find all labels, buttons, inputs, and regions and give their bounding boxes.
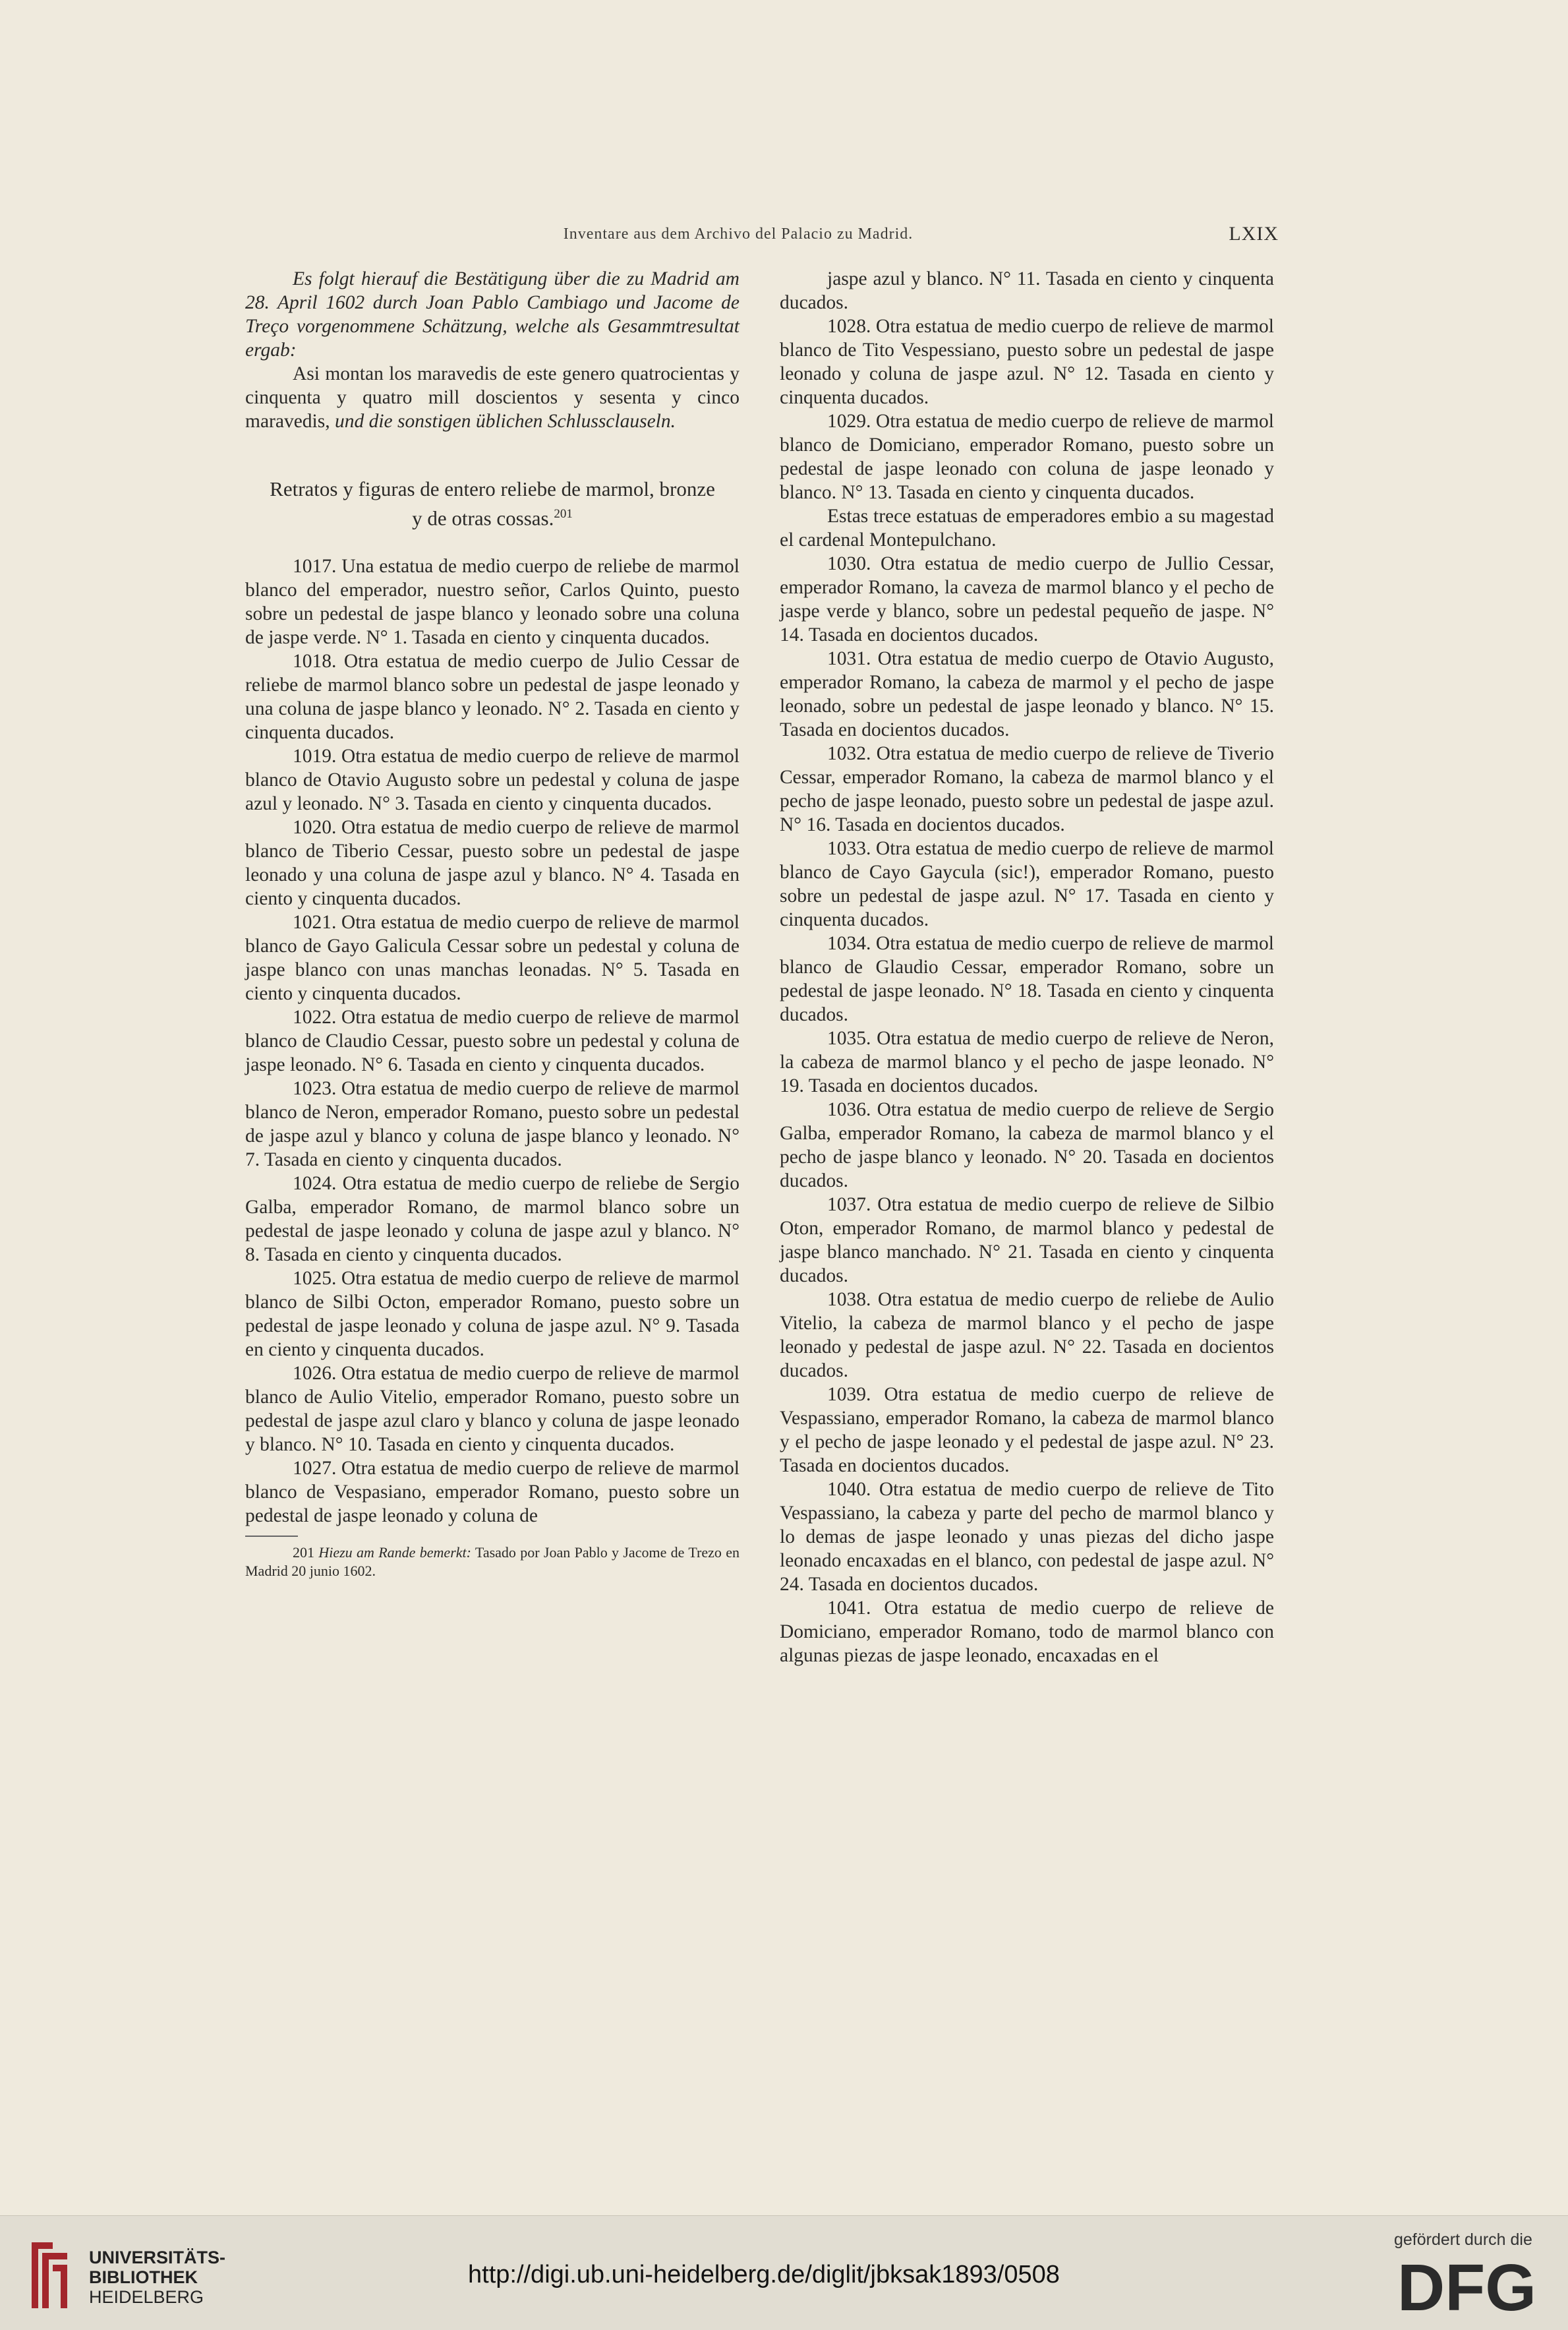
right-entry: Estas trece estatuas de emperadores embio a su magestad el cardenal Montepulchano. bbox=[780, 506, 1274, 551]
library-logo-icon bbox=[26, 2236, 73, 2314]
library-name bbox=[89, 2248, 225, 2307]
section-title-line1: Retratos y figuras de entero reliebe de marmol, bronze bbox=[270, 477, 715, 500]
section-title-line2: y de otras cossas. bbox=[412, 506, 554, 530]
footnote-italic: Hiezu am Rande bemerkt: bbox=[318, 1544, 471, 1561]
left-entry: 1026. Otra estatua de medio cuerpo de relieve de marmol blanco de Aulio Vitelio, emperador Romano, puesto sobre un pedestal de jaspe azul claro y blanco y coluna de jaspe leonado y blanco. N° 10. Tasada en ciento y cinquenta ducados. bbox=[245, 1363, 740, 1456]
left-entry: 1021. Otra estatua de medio cuerpo de relieve de marmol blanco de Gayo Galicula Cessar sobre un pedestal y coluna de jaspe blanco con unas manchas leonadas. N° 5. Tasada en ciento y cinquenta ducados. bbox=[245, 912, 740, 1005]
right-entry: 1028. Otra estatua de medio cuerpo de relieve de marmol blanco de Tito Vespessiano, puesto sobre un pedestal de jaspe leonado y coluna de jaspe azul. N° 12. Tasada en ciento y cinquenta ducados. bbox=[780, 316, 1274, 408]
left-entry: 1019. Otra estatua de medio cuerpo de relieve de marmol blanco de Otavio Augusto sobre un pedestal y coluna de jaspe azul y leonado. N° 3. Tasada en ciento y cinquenta ducados. bbox=[245, 746, 740, 815]
left-entry: 1025. Otra estatua de medio cuerpo de relieve de marmol blanco de Silbi Octon, emperador Romano, puesto sobre un pedestal de jaspe leonado y coluna de jaspe azul. N° 9. Tasada en ciento y cinquenta ducados. bbox=[245, 1268, 740, 1361]
footnote-text bbox=[245, 1543, 740, 1580]
left-entry: 1023. Otra estatua de medio cuerpo de relieve de marmol blanco de Neron, emperador Romano, puesto sobre un pedestal de jaspe azul y blanco y coluna de jaspe blanco y leonado. N° 7. Tasada en ciento y cinquenta ducados. bbox=[245, 1078, 740, 1171]
viewer-footer bbox=[0, 2215, 1568, 2330]
page-header bbox=[244, 219, 1298, 251]
right-entry: 1029. Otra estatua de medio cuerpo de relieve de marmol blanco de Domiciano, emperador Romano, puesto sobre un pedestal de jaspe leonado con coluna de jaspe leonado y blanco. N° 13. Tasada en ciento y cinquenta ducados. bbox=[780, 411, 1274, 503]
library-line2: BIBLIOTHEK bbox=[89, 2267, 198, 2287]
intro-sum-paragraph bbox=[245, 362, 740, 433]
left-entry: 1018. Otra estatua de medio cuerpo de Julio Cessar de reliebe de marmol blanco sobre un pedestal de jaspe leonado y una coluna de jaspe blanco y leonado. N° 2. Tasada en ciento y cinquenta ducados. bbox=[245, 651, 740, 744]
intro-italic: Es folgt hierauf die Bestätigung über die zu Madrid am 28. April 1602 durch Joan Pablo Cambiago und Jacome de Treço vorgenommene Schätzung, welche als Gesammtresultat ergab: bbox=[245, 268, 740, 361]
left-entries bbox=[245, 554, 740, 1528]
intro-paragraph bbox=[245, 267, 740, 362]
permalink-url[interactable]: http://digi.ub.uni-heidelberg.de/diglit/jbksak1893/0508 bbox=[468, 2261, 1060, 2288]
right-entry: 1038. Otra estatua de medio cuerpo de reliebe de Aulio Vitelio, la cabeza de marmol blanco y el pecho de jaspe leonado y pedestal de jaspe azul. N° 22. Tasada en docientos ducados. bbox=[780, 1289, 1274, 1381]
right-entry: 1035. Otra estatua de medio cuerpo de relieve de Neron, la cabeza de marmol blanco y el pecho de jaspe leonado. N° 19. Tasada en docientos ducados. bbox=[780, 1028, 1274, 1096]
left-column bbox=[245, 267, 740, 1580]
right-entry: 1033. Otra estatua de medio cuerpo de relieve de marmol blanco de Cayo Gaycula (sic!), emperador Romano, puesto sobre un pedestal de jaspe azul. N° 17. Tasada en ciento y cinquenta ducados. bbox=[780, 838, 1274, 930]
left-entry: 1027. Otra estatua de medio cuerpo de relieve de marmol blanco de Vespasiano, emperador Romano, puesto sobre un pedestal de jaspe leonado y coluna de bbox=[245, 1458, 740, 1527]
footnote-body: Tasado por Joan Pablo y Jacome de Trezo en Madrid 20 junio 1602. bbox=[245, 1544, 740, 1580]
footnote bbox=[245, 1536, 740, 1580]
library-line3: HEIDELBERG bbox=[89, 2287, 204, 2307]
left-entry: 1017. Una estatua de medio cuerpo de reliebe de marmol blanco del emperador, nuestro señor, Carlos Quinto, puesto sobre un pedestal de jaspe blanco y leonado sobre una coluna de jaspe verde. N° 1. Tasada en ciento y cinquenta ducados. bbox=[245, 556, 740, 649]
right-entry: 1037. Otra estatua de medio cuerpo de relieve de Silbio Oton, emperador Romano, de marmol blanco y pedestal de jaspe blanco manchado. N° 21. Tasada en ciento y cinquenta ducados. bbox=[780, 1194, 1274, 1286]
left-entry: 1020. Otra estatua de medio cuerpo de relieve de marmol blanco de Tiberio Cessar, puesto sobre un pedestal de jaspe leonado y una coluna de jaspe azul y blanco. N° 4. Tasada en ciento y cinquenta ducados. bbox=[245, 817, 740, 910]
right-entry: 1032. Otra estatua de medio cuerpo de relieve de Tiverio Cessar, emperador Romano, la cabeza de marmol blanco y el pecho de jaspe leonado, puesto sobre un pedestal de jaspe azul. N° 16. Tasada en docientos ducados. bbox=[780, 743, 1274, 835]
footnote-marker: 201 bbox=[554, 507, 573, 521]
page-number: LXIX bbox=[1229, 223, 1279, 245]
right-entries bbox=[780, 267, 1274, 1667]
right-entry: jaspe azul y blanco. N° 11. Tasada en ciento y cinquenta ducados. bbox=[780, 268, 1274, 313]
dfg-logo-icon bbox=[1397, 2252, 1550, 2318]
running-head: Inventare aus dem Archivo del Palacio zu Madrid. bbox=[563, 225, 914, 243]
intro-tail-italic: und die sonstigen üblichen Schlussclauseln. bbox=[334, 411, 676, 432]
right-entry: 1041. Otra estatua de medio cuerpo de relieve de Domiciano, emperador Romano, todo de marmol blanco con algunas piezas de jaspe leonado, encaxadas en el bbox=[780, 1598, 1274, 1666]
right-entry: 1031. Otra estatua de medio cuerpo de Otavio Augusto, emperador Romano, la cabeza de marmol y el pecho de jaspe leonado, sobre un pedestal de jaspe leonado y blanco. N° 15. Tasada en docientos ducados. bbox=[780, 648, 1274, 740]
right-entry: 1034. Otra estatua de medio cuerpo de relieve de marmol blanco de Glaudio Cessar, emperador Romano, sobre un pedestal de jaspe leonado. N° 18. Tasada en ciento y cinquenta ducados. bbox=[780, 933, 1274, 1025]
section-title bbox=[245, 477, 740, 531]
library-line1: UNIVERSITÄTS- bbox=[89, 2248, 226, 2267]
dfg-logo-text: DFG bbox=[1397, 2252, 1537, 2318]
right-entry: 1040. Otra estatua de medio cuerpo de relieve de Tito Vespassiano, la cabeza y parte del pecho de marmol blanco y lo demas de jaspe leonado y unas piezas del dicho jaspe leonado encaxadas en el blanco, con pedestal de jaspe azul. N° 24. Tasada en docientos ducados. bbox=[780, 1479, 1274, 1595]
funded-by-label: gefördert durch die bbox=[1394, 2230, 1532, 2249]
right-entry: 1039. Otra estatua de medio cuerpo de relieve de Vespassiano, emperador Romano, la cabeza de marmol blanco y el pecho de jaspe leonado y el pedestal de jaspe azul. N° 23. Tasada en docientos ducados. bbox=[780, 1384, 1274, 1476]
left-entry: 1024. Otra estatua de medio cuerpo de reliebe de Sergio Galba, emperador Romano, de marmol blanco sobre un pedestal de jaspe leonado y coluna de jaspe azul y blanco. N° 8. Tasada en ciento y cinquenta ducados. bbox=[245, 1173, 740, 1266]
footnote-rule bbox=[245, 1536, 298, 1537]
intro-roman: Asi montan los maravedis de este genero quatrocientas y cinquenta y quatro mill doscientos y sesenta y cinco maravedis, bbox=[245, 363, 740, 432]
right-column bbox=[780, 267, 1274, 1667]
footnote-number: 201 bbox=[293, 1544, 314, 1561]
right-entry: 1030. Otra estatua de medio cuerpo de Jullio Cessar, emperador Romano, la caveza de marmol blanco y el pecho de jaspe verde y blanco, sobre un pedestal pequeño de jaspe. N° 14. Tasada en docientos ducados. bbox=[780, 553, 1274, 645]
left-entry: 1022. Otra estatua de medio cuerpo de relieve de marmol blanco de Claudio Cessar, puesto sobre un pedestal y coluna de jaspe leonado. N° 6. Tasada en ciento y cinquenta ducados. bbox=[245, 1007, 740, 1076]
right-entry: 1036. Otra estatua de medio cuerpo de relieve de Sergio Galba, emperador Romano, la cabeza de marmol blanco y el pecho de jaspe blanco y leonado. N° 20. Tasada en docientos ducados. bbox=[780, 1099, 1274, 1191]
